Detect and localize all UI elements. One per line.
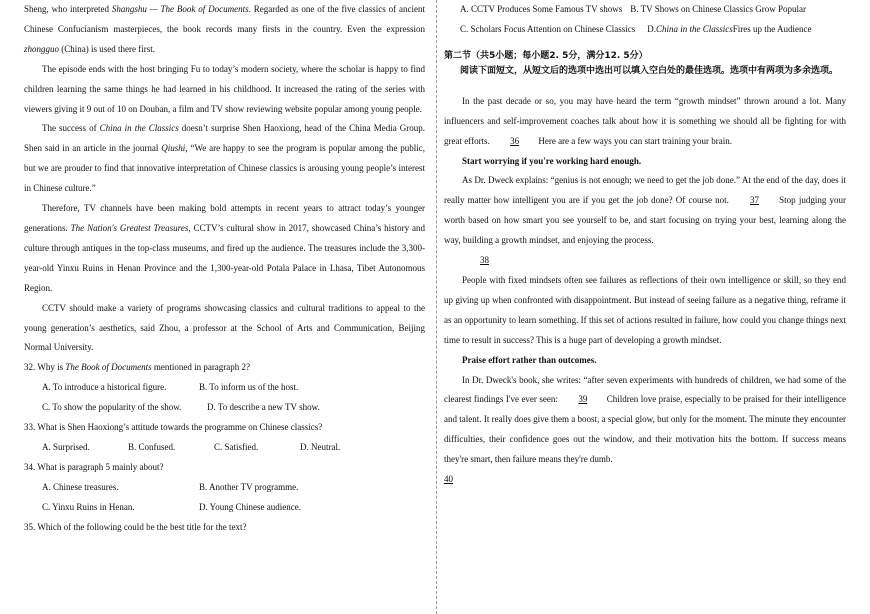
question-32-options-row-2: [24, 398, 425, 418]
passage-blank-40-line: [444, 470, 846, 490]
blank-38: 38: [480, 255, 489, 266]
question-32-option-d: D. To describe a new TV show.: [207, 402, 320, 413]
question-33-option-d: D. Neutral.: [300, 441, 341, 452]
question-35-options-row-1: [444, 0, 846, 20]
section-instruction: 阅读下面短文，从短文后的选项中选出可以填入空白处的最佳选项。选项中有两项为多余选项。: [460, 65, 839, 76]
question-33-option-a: A. Surprised.: [42, 441, 90, 452]
passage-heading-2: Praise effort rather than outcomes.: [462, 354, 597, 365]
question-35-option-a: A. CCTV Produces Some Famous TV shows: [460, 4, 623, 14]
blank-39: 39: [578, 394, 588, 405]
passage-blank-38-line: [444, 251, 846, 271]
paragraph-3: The success of China in the Classics doesn’t surprise Shen Haoxiong, head of the China Media Group. Shen said in an article in the journal Qiushi, “We are happy to see the program is popular among the public, but we are prouder to find that innovative interpretation of Chinese classics is arousing young people’s interest in Chinese culture.”: [24, 123, 426, 194]
question-34-options-row-1: [24, 478, 425, 498]
passage-paragraph-4: In Dr. Dweck's book, she writes: “after seven experiments with hundreds of children, we had some of the clearest findings I've ever seen: 39 Children love praise, especially to be praised for their intelligence and talent. It really does give them a boost, a special glow, but only for the moment. The minute they encounter difficulties, their confidence goes out the window, and their motivation hits the bottom. If success means they're smart, then failure means they're dumb.: [444, 374, 846, 465]
question-34-option-b: B. Another TV programme.: [199, 481, 299, 492]
question-34-option-a: A. Chinese treasures.: [42, 481, 119, 492]
question-34-option-c: C. Yinxu Ruins in Henan.: [42, 501, 135, 512]
question-34-option-d: D. Young Chinese audience.: [199, 501, 301, 512]
question-33-options: [24, 438, 425, 458]
section-title: 第二节（共5小题；每小题2. 5分，满分12. 5分）: [444, 50, 648, 61]
column-divider: [436, 0, 437, 614]
passage-heading-1: Start worrying if you're working hard enough.: [462, 155, 642, 166]
question-32-option-a: A. To introduce a historical figure.: [42, 382, 167, 393]
blank-40: 40: [444, 474, 453, 485]
question-35-stem: 35. Which of the following could be the best title for the text?: [24, 521, 247, 532]
question-33-option-b: B. Confused.: [128, 441, 176, 452]
question-33-option-c: C. Satisfied.: [214, 441, 259, 452]
question-32-option-b: B. To inform us of the host.: [199, 382, 299, 393]
paragraph-2: The episode ends with the host bringing Fu to today’s modern society, where the scholar is happy to find children learning the same things he had learned in his childhood. It increased the rating of the series with viewers giving it 9 out of 10 on Douban, a film and TV show reviewing website popular among young people.: [24, 63, 425, 114]
passage-paragraph-3: People with fixed mindsets often see failures as reflections of their own intelligence or skill, so they end up giving up when confronted with disappointment. But instead of seeing failure as a negative thing, reframe it as an opportunity to learn something. If this set of actions resulted in failure, how could you change things next time to result in success? This is a huge part of developing a growth mindset.: [444, 274, 846, 345]
question-32-stem: 32. Why is The Book of Documents mentioned in paragraph 2?: [24, 362, 251, 373]
question-32-options-row-1: [24, 378, 425, 398]
left-column: [24, 0, 425, 537]
passage-paragraph-2: As Dr. Dweck explains: “genius is not enough; we need to get the job done.” At the end of the day, does it really matter how intelligent you are if you get the job done? Of course not. 37 Stop judging your worth based on how smart you see yourself to be, and start focusing on trying your best, learning along the way, building a growth mindset, and enjoying the process.: [444, 175, 846, 246]
question-34-options-row-2: [24, 498, 425, 518]
question-34-stem: 34. What is paragraph 5 mainly about?: [24, 461, 164, 472]
question-35-option-d: D.China in the ClassicsFires up the Audience: [647, 23, 812, 34]
passage-paragraph-1: In the past decade or so, you may have heard the term “growth mindset” thrown around a lot. Many influencers and self-improvement coaches talk about how it is something we should all be fighting for with great efforts. 36 Here are a few ways you can start training your brain.: [444, 92, 846, 152]
paragraph-4: Therefore, TV channels have been making bold attempts in recent years to attract today’s younger generations. The Nation's Greatest Treasures, CCTV’s cultural show in 2017, showcased China’s history and culture through antiques in the top-class museums, and fired up the audience. The treasures include the 3,300-year-old Yinxu Ruins in Henan Province and the 1,300-year-old Potala Palace in Lhasa, Tibet Autonomous Region.: [24, 203, 426, 293]
question-33-stem: 33. What is Shen Haoxiong’s attitude towards the programme on Chinese classics?: [24, 422, 323, 433]
question-35-option-b: B. TV Shows on Chinese Classics Grow Popular: [630, 4, 806, 14]
blank-37: 37: [750, 195, 760, 206]
question-35-option-c: C. Scholars Focus Attention on Chinese Classics: [460, 23, 636, 34]
question-32-option-c: C. To show the popularity of the show.: [42, 402, 182, 413]
paragraph-1: Sheng, who interpreted Shangshu — The Book of Documents. Regarded as one of the five classics of ancient Chinese Confucianism masterpieces, the book records many firsts in the country. Even the expression zhongguo (China) is used there first.: [24, 4, 425, 54]
right-column: [444, 0, 846, 490]
paragraph-5: CCTV should make a variety of programs showcasing classics and cultural traditions to appeal to the young generation’s aesthetics, said Zhou, a professor at the School of Arts and Communication, Beijing Normal University.: [24, 302, 425, 353]
question-35-options-row-2: [444, 20, 846, 40]
blank-36: 36: [510, 135, 520, 146]
